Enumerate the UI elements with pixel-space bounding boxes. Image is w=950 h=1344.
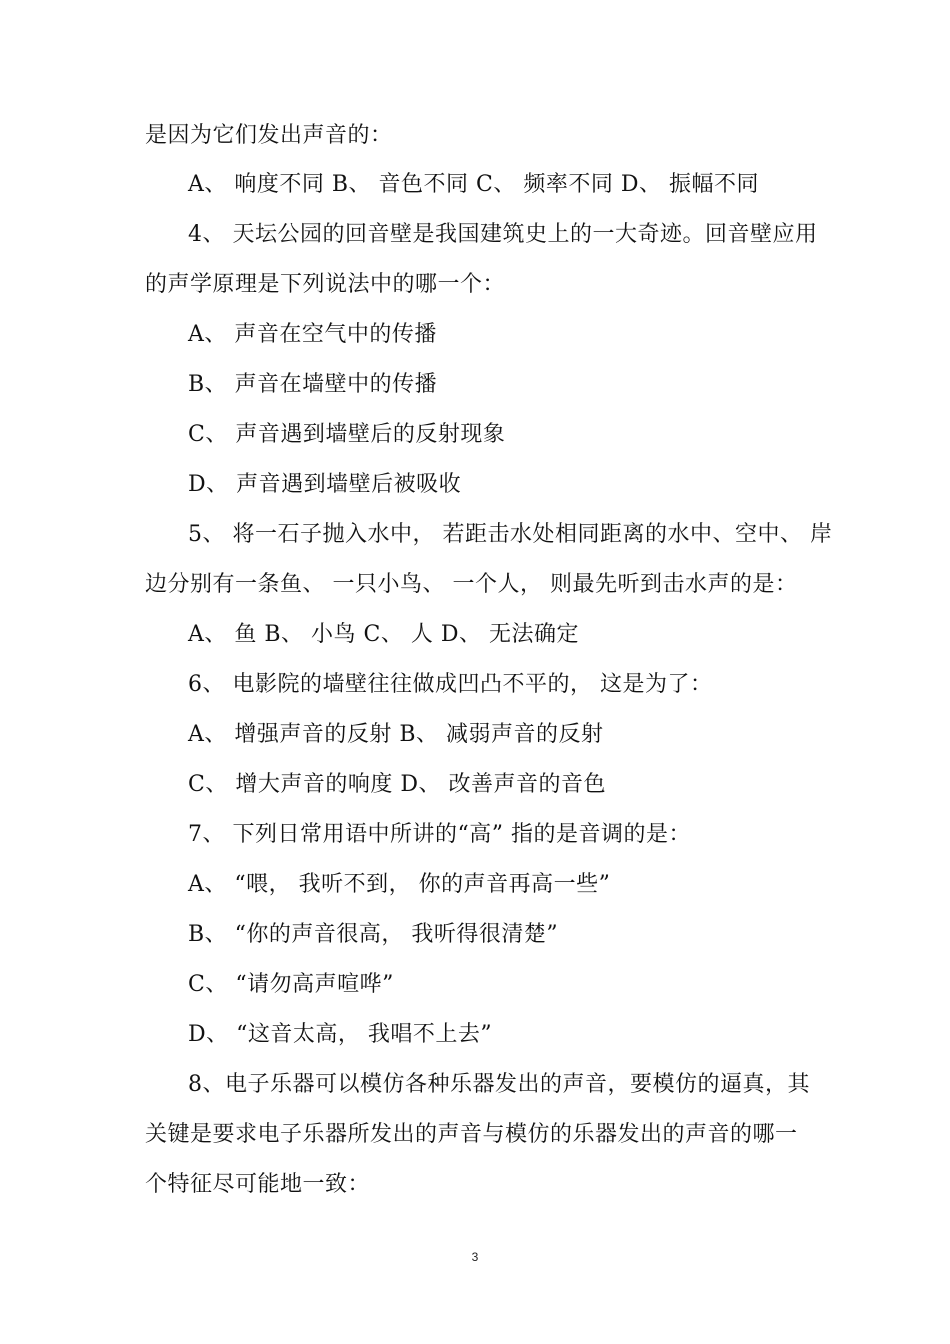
option-a: A、 “喂， 我听不到， 你的声音再高一些” [188, 872, 611, 897]
options-line: A、 鱼 B、 小鸟 C、 人 D、 无法确定 [188, 622, 579, 647]
question-6: 6、 电影院的墙壁往往做成凹凸不平的， 这是为了： [188, 672, 713, 697]
option-b: B、 声音在墙壁中的传播 [188, 372, 438, 397]
option-d: D、 “这音太高， 我唱不上去” [188, 1022, 493, 1047]
page-number: 3 [471, 1250, 479, 1264]
options-line: C、 增大声音的响度 D、 改善声音的音色 [188, 772, 606, 797]
option-a: A、 声音在空气中的传播 [188, 322, 437, 347]
question-7: 7、 下列日常用语中所讲的“高” 指的是音调的是： [188, 822, 691, 847]
options-line: A、 增强声音的反射 B、 减弱声音的反射 [188, 722, 604, 747]
question-4: 4、 天坛公园的回音壁是我国建筑史上的一大奇迹。回音壁应用 [188, 222, 818, 247]
text-line: 个特征尽可能地一致： [145, 1172, 371, 1197]
text-line: 边分别有一条鱼、 一只小鸟、 一个人， 则最先听到击水声的是： [145, 572, 798, 597]
option-b: B、 “你的声音很高， 我听得很清楚” [188, 922, 559, 947]
question-5: 5、 将一石子抛入水中， 若距击水处相同距离的水中、空中、 岸 [188, 522, 833, 547]
option-d: D、 声音遇到墙壁后被吸收 [188, 472, 462, 497]
option-c: C、 声音遇到墙壁后的反射现象 [188, 422, 506, 447]
text-line: A、 响度不同 B、 音色不同 C、 频率不同 D、 振幅不同 [188, 172, 759, 197]
text-line: 是因为它们发出声音的： [145, 123, 393, 148]
option-c: C、 “请勿高声喧哗” [188, 972, 394, 997]
text-line: 关键是要求电子乐器所发出的声音与模仿的乐器发出的声音的哪一 [145, 1122, 798, 1147]
question-8: 8、电子乐器可以模仿各种乐器发出的声音，要模仿的逼真，其 [188, 1072, 810, 1097]
text-line: 的声学原理是下列说法中的哪一个： [145, 272, 506, 297]
